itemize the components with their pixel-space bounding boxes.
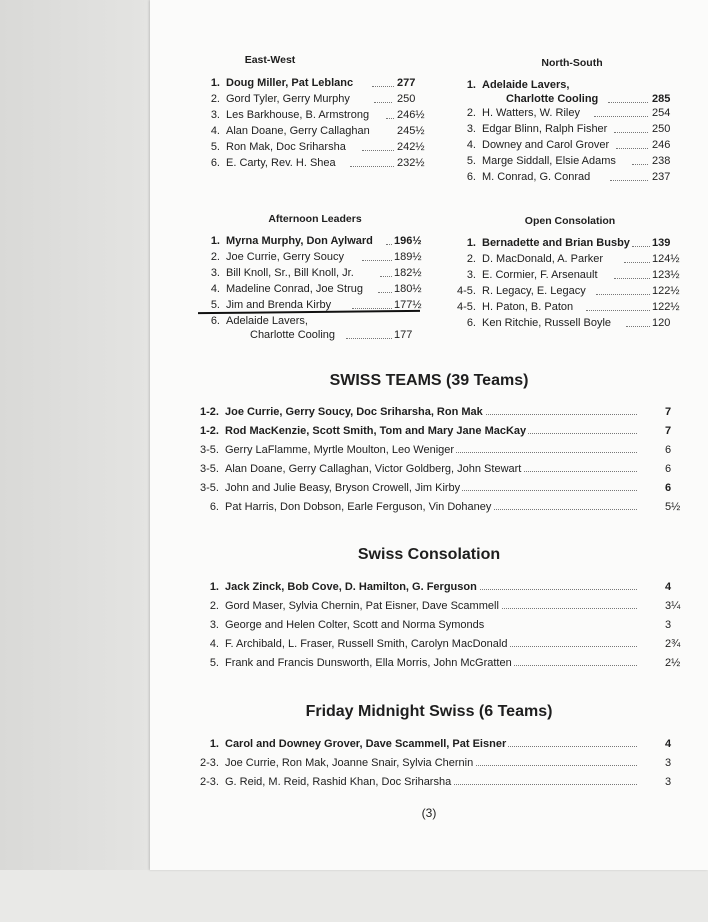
open-consolation-list <box>454 235 704 331</box>
north-south-heading: North-South <box>541 57 603 69</box>
list-item <box>202 313 442 343</box>
rank: 4-5. <box>457 285 476 297</box>
score: 120 <box>652 317 671 329</box>
names: Carol and Downey Grover, Dave Scammell, Pat Eisner <box>225 735 508 754</box>
score: 237 <box>652 171 671 183</box>
list-item <box>197 498 681 517</box>
friday-midnight-heading: Friday Midnight Swiss (6 Teams) <box>305 703 553 720</box>
rank: 6. <box>209 501 219 513</box>
list-item <box>462 153 702 169</box>
rank: 1. <box>466 79 476 91</box>
names: George and Helen Colter, Scott and Norma Symonds <box>225 616 486 635</box>
names: M. Conrad, G. Conrad <box>482 171 591 183</box>
score: 122½ <box>652 285 680 297</box>
names: Joe Currie, Gerry Soucy <box>226 251 344 263</box>
score: 3 <box>665 776 672 788</box>
list-item <box>202 155 432 171</box>
list-item <box>202 75 432 91</box>
score: 3 <box>665 757 672 769</box>
leader-dots <box>374 102 392 103</box>
rank: 3. <box>466 269 476 281</box>
list-item <box>202 233 442 249</box>
rank: 3. <box>210 109 220 121</box>
rank: 4. <box>210 125 220 137</box>
score: 196½ <box>394 235 422 247</box>
list-item <box>462 105 702 121</box>
list-item <box>454 299 704 315</box>
list-item <box>462 137 702 153</box>
names: Alan Doane, Gerry Callaghan, Victor Goldberg, John Stewart <box>225 460 523 479</box>
score: 238 <box>652 155 671 167</box>
list-item <box>202 123 432 139</box>
document-page <box>150 0 708 870</box>
names: E. Carty, Rev. H. Shea <box>226 157 336 169</box>
leader-dots <box>616 148 648 149</box>
score: 232½ <box>397 157 425 169</box>
north-south-list <box>462 77 702 185</box>
list-item <box>202 281 442 297</box>
names: Gerry LaFlamme, Myrtle Moulton, Leo Weniger <box>225 441 456 460</box>
leader-dots <box>626 326 650 327</box>
names: Bill Knoll, Sr., Bill Knoll, Jr. <box>226 267 354 279</box>
names-line-2: Charlotte Cooling <box>506 93 599 105</box>
leader-dots <box>610 180 648 181</box>
rank: 2-3. <box>200 776 219 788</box>
list-item <box>197 754 677 773</box>
score: 6 <box>665 444 672 456</box>
names: R. Legacy, E. Legacy <box>482 285 586 297</box>
names: Les Barkhouse, B. Armstrong <box>226 109 370 121</box>
leader-dots <box>372 86 394 87</box>
friday-midnight-list <box>197 735 677 792</box>
rank: 5. <box>210 299 220 311</box>
rank: 1. <box>209 738 219 750</box>
leader-dots <box>614 132 648 133</box>
rank: 3-5. <box>200 482 219 494</box>
rank: 4-5. <box>457 301 476 313</box>
leader-dots <box>594 116 648 117</box>
leader-dots <box>350 166 394 167</box>
page-shadow <box>0 0 152 922</box>
score: 246 <box>652 139 671 151</box>
rank: 6. <box>466 171 476 183</box>
names: D. MacDonald, A. Parker <box>482 253 604 265</box>
score: 285 <box>652 93 671 105</box>
leader-dots <box>380 276 392 277</box>
swiss-teams-heading: SWISS TEAMS (39 Teams) <box>329 372 529 389</box>
score: 7 <box>665 406 672 418</box>
list-item <box>454 267 704 283</box>
names: Rod MacKenzie, Scott Smith, Tom and Mary Jane MacKay <box>225 422 528 441</box>
names: Ron Mak, Doc Sriharsha <box>226 141 346 153</box>
rank: 5. <box>209 657 219 669</box>
rank: 1. <box>466 237 476 249</box>
list-item <box>202 107 432 123</box>
names: Gord Maser, Sylvia Chernin, Pat Eisner, Dave Scammell <box>225 597 501 616</box>
list-item <box>202 91 432 107</box>
names: H. Paton, B. Paton <box>482 301 574 313</box>
rank: 2. <box>210 93 220 105</box>
rank: 2. <box>209 600 219 612</box>
names: Ken Ritchie, Russell Boyle <box>482 317 612 329</box>
list-item <box>462 77 702 105</box>
names: Jim and Brenda Kirby <box>226 299 332 311</box>
score: 242½ <box>397 141 425 153</box>
leader-dots <box>346 338 392 339</box>
page-number: (3) <box>421 806 437 820</box>
score: 7 <box>665 425 672 437</box>
score: 5½ <box>665 501 681 513</box>
leader-dots <box>386 244 392 245</box>
score: 122½ <box>652 301 680 313</box>
list-item <box>197 403 677 422</box>
score: 245½ <box>397 125 425 137</box>
score: 6 <box>665 463 672 475</box>
names: Adelaide Lavers, <box>482 79 570 91</box>
score: 177½ <box>394 299 422 311</box>
list-item <box>197 578 677 597</box>
rank: 6. <box>466 317 476 329</box>
names: Madeline Conrad, Joe Strug <box>226 283 363 295</box>
rank: 3-5. <box>200 463 219 475</box>
names: Frank and Francis Dunsworth, Ella Morris, John McGratten <box>225 654 514 673</box>
score: 246½ <box>397 109 425 121</box>
score: 6 <box>665 482 672 494</box>
rank: 5. <box>466 155 476 167</box>
rank: 2. <box>210 251 220 263</box>
rank: 2-3. <box>200 757 219 769</box>
score: 182½ <box>394 267 422 279</box>
list-item <box>197 773 677 792</box>
rank: 1-2. <box>200 406 219 418</box>
names: Edgar Blinn, Ralph Fisher <box>482 123 608 135</box>
score: 4 <box>665 738 672 750</box>
east-west-list <box>202 75 432 171</box>
names: Adelaide Lavers, <box>226 315 308 327</box>
list-item <box>462 169 702 185</box>
rank: 2. <box>466 253 476 265</box>
rank: 4. <box>209 638 219 650</box>
swiss-teams-list <box>197 403 681 517</box>
list-item <box>197 616 677 635</box>
list-item <box>202 297 442 313</box>
score: 4 <box>665 581 672 593</box>
rank: 3. <box>466 123 476 135</box>
rank: 3. <box>210 267 220 279</box>
score: 139 <box>652 237 671 249</box>
leader-dots <box>378 292 392 293</box>
score: 3 <box>665 619 672 631</box>
leader-dots <box>352 308 392 309</box>
list-item <box>197 735 677 754</box>
names: F. Archibald, L. Fraser, Russell Smith, Carolyn MacDonald <box>225 635 509 654</box>
swiss-consolation-list <box>197 578 681 673</box>
rank: 1-2. <box>200 425 219 437</box>
names: Joe Currie, Gerry Soucy, Doc Sriharsha, Ron Mak <box>225 403 485 422</box>
rank: 1. <box>210 235 220 247</box>
names: Gord Tyler, Gerry Murphy <box>226 93 350 105</box>
swiss-consolation-heading: Swiss Consolation <box>357 546 501 563</box>
score: 277 <box>397 77 416 89</box>
list-item <box>197 422 677 441</box>
names: Jack Zinck, Bob Cove, D. Hamilton, G. Ferguson <box>225 578 479 597</box>
list-item <box>462 121 702 137</box>
list-item <box>202 265 442 281</box>
score: 189½ <box>394 251 422 263</box>
open-consolation-heading: Open Consolation <box>524 215 616 227</box>
leader-dots <box>386 118 394 119</box>
rank: 5. <box>210 141 220 153</box>
rank: 1. <box>209 581 219 593</box>
list-item <box>454 283 704 299</box>
leader-dots <box>624 262 650 263</box>
list-item <box>454 235 704 251</box>
names: Alan Doane, Gerry Callaghan <box>226 125 370 137</box>
rank: 4. <box>466 139 476 151</box>
score: 124½ <box>652 253 680 265</box>
list-item <box>197 441 677 460</box>
names: Downey and Carol Grover <box>482 139 610 151</box>
leader-dots <box>586 310 650 311</box>
names: E. Cormier, F. Arsenault <box>482 269 598 281</box>
rank: 3-5. <box>200 444 219 456</box>
afternoon-leaders-heading: Afternoon Leaders <box>268 213 362 225</box>
rank: 3. <box>209 619 219 631</box>
score: 2¾ <box>665 638 681 650</box>
score: 3¼ <box>665 600 681 612</box>
list-item <box>197 479 677 498</box>
rank: 6. <box>210 315 220 327</box>
score: 123½ <box>652 269 680 281</box>
rank: 1. <box>210 77 220 89</box>
names: H. Watters, W. Riley <box>482 107 580 119</box>
names: G. Reid, M. Reid, Rashid Khan, Doc Sriharsha <box>225 773 453 792</box>
names: John and Julie Beasy, Bryson Crowell, Jim Kirby <box>225 479 462 498</box>
score: 254 <box>652 107 671 119</box>
names-line-2: Charlotte Cooling <box>250 329 335 341</box>
names: Myrna Murphy, Don Aylward <box>226 235 373 247</box>
names: Bernadette and Brian Busby <box>482 237 630 249</box>
list-item <box>454 251 704 267</box>
score: 250 <box>652 123 671 135</box>
leader-dots <box>608 102 648 103</box>
afternoon-leaders-list <box>202 233 442 343</box>
leader-dots <box>362 150 394 151</box>
names: Pat Harris, Don Dobson, Earle Ferguson, Vin Dohaney <box>225 498 493 517</box>
leader-dots <box>596 294 650 295</box>
score: 180½ <box>394 283 422 295</box>
score: 177 <box>394 329 413 341</box>
list-item <box>197 597 681 616</box>
names: Doug Miller, Pat Leblanc <box>226 77 354 89</box>
rank: 4. <box>210 283 220 295</box>
list-item <box>202 139 432 155</box>
score: 2½ <box>665 657 681 669</box>
list-item <box>197 635 681 654</box>
rank: 2. <box>466 107 476 119</box>
leader-dots <box>614 278 650 279</box>
east-west-heading: East-West <box>244 54 296 66</box>
rank: 6. <box>210 157 220 169</box>
background-bottom <box>0 870 708 922</box>
list-item <box>197 654 681 673</box>
score: 250 <box>397 93 416 105</box>
list-item <box>202 249 442 265</box>
list-item <box>197 460 677 479</box>
names: Joe Currie, Ron Mak, Joanne Snair, Sylvia Chernin <box>225 754 475 773</box>
leader-dots <box>632 164 648 165</box>
names: Marge Siddall, Elsie Adams <box>482 155 616 167</box>
leader-dots <box>362 260 392 261</box>
list-item <box>454 315 704 331</box>
leader-dots <box>632 246 650 247</box>
